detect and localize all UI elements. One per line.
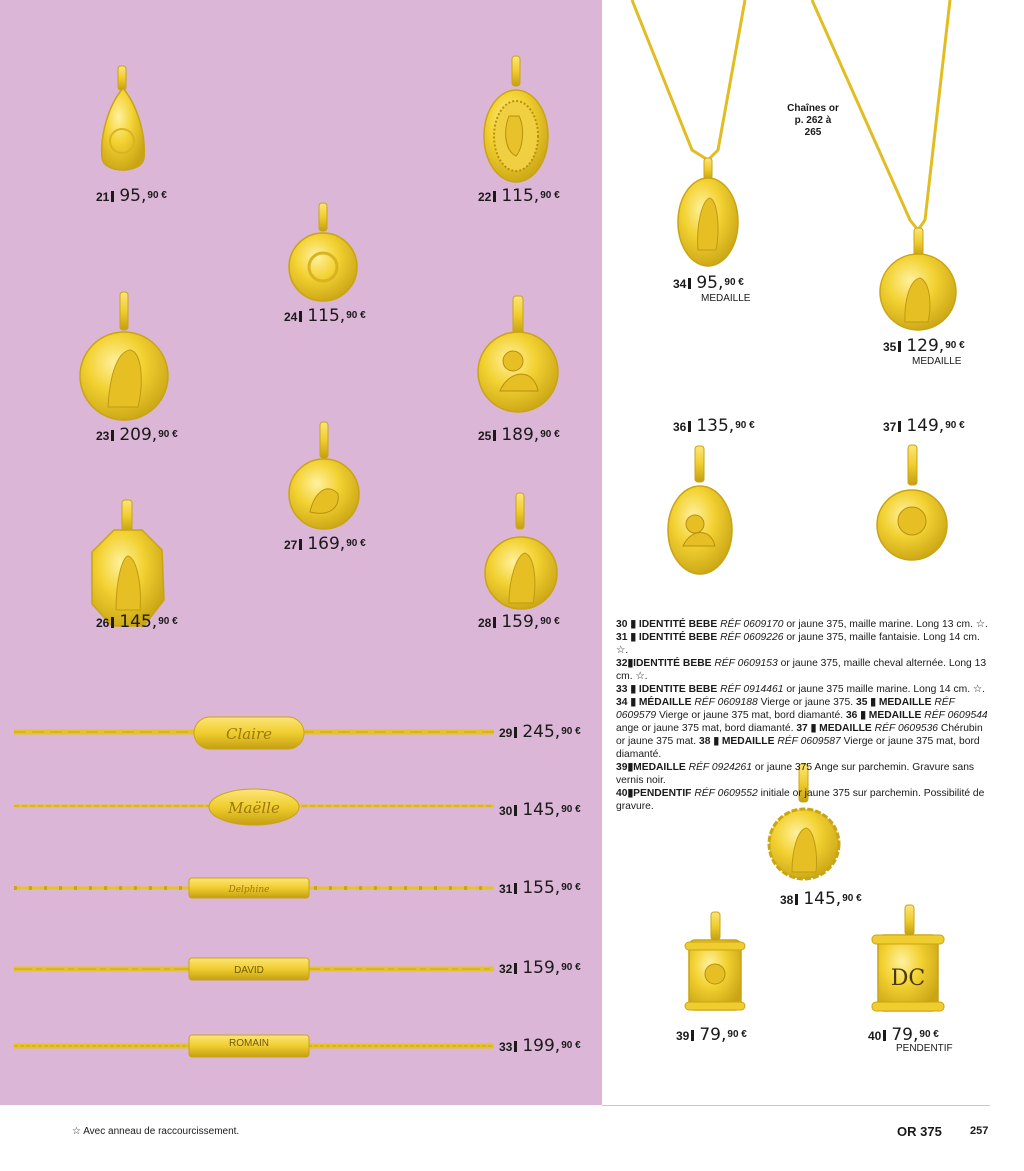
page-number: 257 bbox=[970, 1125, 989, 1137]
label-40: PENDENTIF bbox=[896, 1043, 953, 1054]
section-title: OR 375 bbox=[897, 1124, 942, 1139]
necklace-35-image bbox=[810, 0, 960, 335]
bracelet-33-engraving: ROMAIN bbox=[229, 1038, 269, 1049]
medal-22-image bbox=[481, 56, 551, 184]
price-34: 34 95,90 € bbox=[673, 273, 744, 293]
footer-note: ☆ Avec anneau de raccourcissement. bbox=[72, 1126, 240, 1137]
price-36: 36 135,90 € bbox=[673, 416, 755, 436]
price-37: 37 149,90 € bbox=[883, 416, 965, 436]
chains-note: Chaînes or p. 262 à 265 bbox=[787, 103, 839, 138]
price-24: 24 115,90 € bbox=[284, 306, 366, 326]
medal-27-image bbox=[288, 422, 360, 532]
desc-33: 33 ▮ IDENTITE BEBE RÉF 0914461 or jaune 375 maille marine. Long 14 cm. ☆. bbox=[616, 684, 986, 695]
price-30: 30 145,90 € bbox=[499, 800, 581, 820]
desc-39: 39▮MEDAILLE RÉF 0924261 or jaune 375 Ange sur parchemin. Gravure sans vernis noir. bbox=[616, 762, 975, 786]
bracelet-32-image bbox=[14, 953, 494, 985]
price-39: 39 79,90 € bbox=[676, 1025, 747, 1045]
desc-40: 40▮PENDENTIF RÉF 0609552 initiale or jaune 375 sur parchemin. Possibilité de gravure. bbox=[616, 788, 985, 812]
price-26: 26 145,90 € bbox=[96, 612, 178, 632]
price-31: 31 155,90 € bbox=[499, 878, 581, 898]
price-40: 40 79,90 € bbox=[868, 1025, 939, 1045]
medal-21-image bbox=[98, 66, 148, 181]
medal-39-image bbox=[685, 912, 745, 1014]
bracelet-29-engraving: Claire bbox=[225, 725, 273, 743]
bracelet-33-image bbox=[14, 1030, 494, 1062]
price-23: 23 209,90 € bbox=[96, 425, 178, 445]
price-25: 25 189,90 € bbox=[478, 425, 560, 445]
medal-37-image bbox=[876, 445, 948, 565]
desc-30: 30 ▮ IDENTITÉ BEBE RÉF 0609170 or jaune 375, maille marine. Long 13 cm. ☆. bbox=[616, 619, 988, 630]
footer-divider bbox=[602, 1105, 990, 1106]
price-22: 22 115,90 € bbox=[478, 186, 560, 206]
price-33: 33 199,90 € bbox=[499, 1036, 581, 1056]
desc-34-38: 34 ▮ MÉDAILLE RÉF 0609188 Vierge or jaune 375. 35 ▮ MEDAILLE RÉF 0609579 Vierge or jaune 375 mat, bord diamanté. 36 ▮ MEDAILLE RÉF 0609544 ange or jaune 375 mat, bord diamanté. 37 ▮ MEDAILLE RÉF 0609536 Chérubin or jaune 375 mat. 38 ▮ MEDAILLE RÉF 0609587 Vierge or jaune 375 mat, bord diamanté. bbox=[616, 697, 988, 760]
price-38: 38 145,90 € bbox=[780, 889, 862, 909]
medal-28-image bbox=[483, 493, 559, 613]
price-35: 35 129,90 € bbox=[883, 336, 965, 356]
medal-25-image bbox=[478, 296, 560, 418]
product-descriptions bbox=[616, 618, 994, 813]
desc-31: 31 ▮ IDENTITÉ BEBE RÉF 0609226 or jaune 375, maille fantaisie. Long 14 cm. ☆. bbox=[616, 632, 980, 656]
desc-32: 32▮IDENTITÉ BEBE RÉF 0609153 or jaune 375, maille cheval alternée. Long 13 cm. ☆. bbox=[616, 658, 987, 682]
price-21: 21 95,90 € bbox=[96, 186, 167, 206]
pendant-40-engraving: DC bbox=[890, 966, 926, 991]
price-27: 27 169,90 € bbox=[284, 534, 366, 554]
bracelet-29-image bbox=[14, 712, 494, 754]
bracelet-30-engraving: Maëlle bbox=[228, 799, 280, 817]
price-32: 32 159,90 € bbox=[499, 958, 581, 978]
label-34: MEDAILLE bbox=[701, 293, 751, 304]
medal-26-image bbox=[88, 500, 168, 630]
bracelet-30-image bbox=[14, 786, 494, 828]
medal-23-image bbox=[78, 292, 170, 422]
bracelet-32-engraving: DAVID bbox=[234, 965, 264, 976]
necklace-34-image bbox=[630, 0, 780, 270]
label-35: MEDAILLE bbox=[912, 356, 962, 367]
medal-36-image bbox=[665, 446, 735, 576]
medal-40-image bbox=[872, 905, 944, 1015]
bracelet-31-image bbox=[14, 872, 494, 904]
bracelet-31-engraving: Delphine bbox=[228, 885, 270, 895]
price-29: 29 245,90 € bbox=[499, 722, 581, 742]
medal-24-image bbox=[288, 203, 358, 303]
price-28: 28 159,90 € bbox=[478, 612, 560, 632]
